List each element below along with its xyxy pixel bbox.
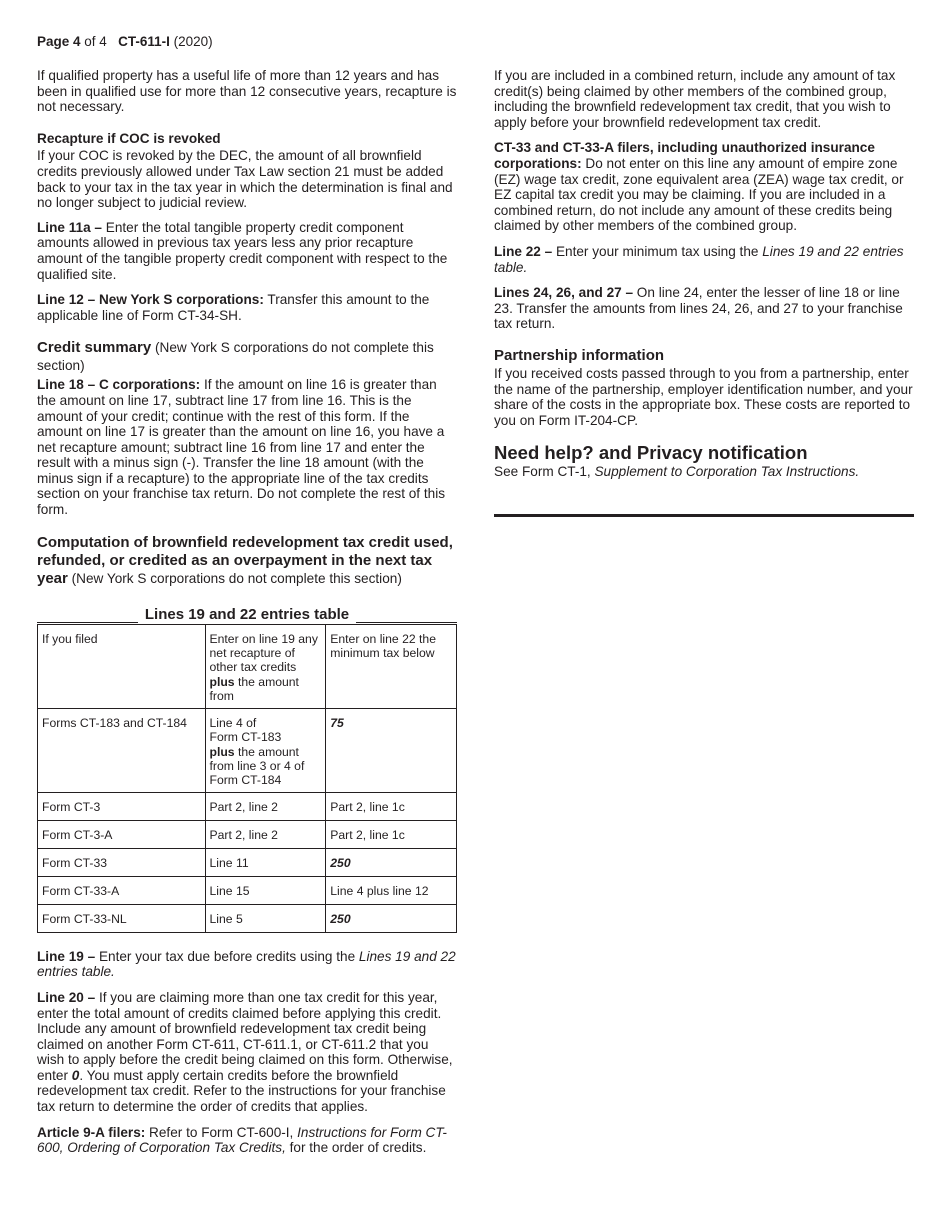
ct33-text: Do not enter on this line any amount of empire zone (EZ) wage tax credit, zone equivalent area (ZEA) wage tax credit, or EZ capital tax credit you may be claiming. If you are included in a combined return, do not include any amount of these credits being claimed by other members of the combined group. xyxy=(494,155,904,234)
line-20-paragraph xyxy=(37,990,457,1115)
help-heading: Need help? and Privacy notification xyxy=(494,442,808,464)
header-line-19-pre: Enter on line 19 any net recapture of other tax credits xyxy=(209,631,318,675)
row-ct3-line19: Part 2, line 2 xyxy=(205,792,326,820)
line-24-label: Lines 24, 26, and 27 – xyxy=(494,285,634,301)
recapture-heading: Recapture if COC is revoked xyxy=(37,130,221,146)
table-row xyxy=(38,708,457,792)
table-row xyxy=(38,876,457,904)
recapture-paragraph: If your COC is revoked by the DEC, the amount of all brownfield credits previously allowed under Tax Law section 21 must be added back to your tax in the tax year in which the determination is final and no longer subject to judicial review. xyxy=(37,148,453,211)
help-supplement-title: Supplement to Corporation Tax Instructions. xyxy=(594,464,860,480)
line-20-label: Line 20 – xyxy=(37,989,96,1005)
useful-life-paragraph: If qualified property has a useful life of more than 12 years and has been in qualified use for more than 12 consecutive years, recapture is not necessary. xyxy=(37,68,457,115)
table-title: Lines 19 and 22 entries table xyxy=(144,605,350,623)
combined-return-paragraph: If you are included in a combined return, include any amount of tax credit(s) being claimed by other members of the combined group, including the brownfield redevelopment tax credit, that you wish to apply before your brownfield redevelopment tax credit. xyxy=(494,68,896,130)
ct33-label: CT-33 and CT-33-A filers, including unauthorized insurance corporations: xyxy=(494,140,875,171)
line-12-label: Line 12 – New York S corporations: xyxy=(37,292,264,308)
line-11a-paragraph xyxy=(37,220,457,282)
line-18-paragraph xyxy=(37,377,457,517)
row-ct33nl-line19: Line 5 xyxy=(205,904,326,932)
help-text: See Form CT-1, xyxy=(494,464,595,480)
ct33-paragraph xyxy=(494,140,914,234)
article-9a-instructions-title: Instructions for Form CT-600, Ordering of Corporation Tax Credits, xyxy=(37,1124,447,1156)
entries-table xyxy=(37,624,457,933)
row-ct3a-filed: Form CT-3-A xyxy=(38,820,206,848)
table-row xyxy=(38,904,457,932)
line-22-label: Line 22 – xyxy=(494,243,553,259)
row-ct3a-line19: Part 2, line 2 xyxy=(205,820,326,848)
line-18-label: Line 18 – C corporations: xyxy=(37,377,201,393)
section-end-rule xyxy=(494,514,914,517)
partnership-heading: Partnership information xyxy=(494,346,665,364)
article-9a-text: Refer to Form CT-600-I, xyxy=(145,1124,298,1140)
row-ct183-line19 xyxy=(205,708,326,792)
line-11a-text: Enter the total tangible property credit component amounts allowed in previous tax years less any prior recapture amount of the tangible property credit component with respect to the qualified site. xyxy=(37,219,448,282)
row-ct183-line22 xyxy=(326,708,457,792)
line-12-paragraph xyxy=(37,292,457,323)
page-header xyxy=(37,34,213,49)
line-19-table-ref: Lines 19 and 22 entries table. xyxy=(37,948,456,980)
line-20-text-a: If you are claiming more than one tax credit for this year, enter the total amount of credits claimed before applying this credit. Include any amount of brownfield redevelopment tax credit being claimed on another Form CT-611, CT-611.1, or CT-611.2 that you wish to apply before the credit being claimed on this form. Otherwise, enter xyxy=(37,989,453,1083)
line-24-paragraph xyxy=(494,285,914,332)
table-row xyxy=(38,792,457,820)
table-row xyxy=(38,820,457,848)
row-ct3a-line22: Part 2, line 1c xyxy=(326,820,457,848)
header-cell-line-22: Enter on line 22 the minimum tax below xyxy=(326,624,457,708)
right-column xyxy=(494,68,914,517)
row-ct33nl-min-tax: 250 xyxy=(330,911,351,926)
partnership-paragraph: If you received costs passed through to you from a partnership, enter the name of the partnership, employer identification number, and your share of the costs in the appropriate box. These costs are reported to you on Form IT-204-CP. xyxy=(494,365,913,428)
help-paragraph xyxy=(494,464,914,480)
header-line-19-post: the amount from xyxy=(209,674,299,704)
header-cell-if-you-filed: If you filed xyxy=(38,624,206,708)
row-ct183-line19-c: the amount from line 3 or 4 of Form CT-184 xyxy=(209,744,305,788)
page-label: Page 4 xyxy=(37,34,81,49)
row-ct33nl-filed: Form CT-33-NL xyxy=(38,904,206,932)
credit-summary-heading: Credit summary xyxy=(37,339,152,357)
row-ct33-line22 xyxy=(326,848,457,876)
row-ct33a-filed: Form CT-33-A xyxy=(38,876,206,904)
row-ct33-line19: Line 11 xyxy=(205,848,326,876)
line-11a-label: Line 11a – xyxy=(37,219,102,235)
row-ct3-line22: Part 2, line 1c xyxy=(326,792,457,820)
line-19-text: Enter your tax due before credits using the xyxy=(95,948,359,964)
row-ct183-min-tax: 75 xyxy=(330,715,344,730)
line-22-text: Enter your minimum tax using the xyxy=(552,243,763,259)
table-row xyxy=(38,848,457,876)
computation-heading-paragraph xyxy=(37,534,457,588)
article-9a-label: Article 9-A filers: xyxy=(37,1124,146,1140)
header-cell-line-19 xyxy=(205,624,326,708)
table-title-rule-right xyxy=(356,621,457,623)
page-of: of 4 xyxy=(84,34,107,49)
row-ct33a-line22: Line 4 plus line 12 xyxy=(326,876,457,904)
computation-note: (New York S corporations do not complete this section) xyxy=(67,570,402,586)
line-12-text: Transfer this amount to the applicable line of Form CT-34-SH. xyxy=(37,292,430,323)
row-ct33a-line19: Line 15 xyxy=(205,876,326,904)
line-22-paragraph xyxy=(494,244,914,275)
table-title-row xyxy=(37,606,457,624)
header-line-19-plus: plus xyxy=(209,674,235,689)
row-ct183-line19-a: Line 4 of xyxy=(209,715,257,730)
line-20-zero: 0 xyxy=(71,1067,80,1083)
row-ct183-line19-plus: plus xyxy=(209,744,235,759)
article-9a-paragraph xyxy=(37,1125,457,1156)
row-ct183-line19-b: Form CT-183 xyxy=(209,730,282,745)
row-ct33-filed: Form CT-33 xyxy=(38,848,206,876)
line-19-label: Line 19 – xyxy=(37,948,96,964)
line-18-text: If the amount on line 16 is greater than the amount on line 17, subtract line 17 from line 16. This is the amount of your credit; continue with the rest of this form. If the amount on line 17 is greater than the amount on line 16, you have a net recapture amount; subtract line 16 from line 17 and enter the result with a minus sign (-). Transfer the line 18 amount (with the minus sign if a recapture) to the appropriate line of the tax credits section on your franchise tax return. Do not complete the rest of this form. xyxy=(37,377,446,518)
article-9a-end: for the order of credits. xyxy=(285,1140,427,1156)
line-20-text-b: . You must apply certain credits before the brownfield redevelopment tax credit. Refer to the instructions for your franchise tax return to determine the order of credits that applies. xyxy=(37,1067,446,1115)
line-24-text: On line 24, enter the lesser of line 18 or line 23. Transfer the amounts from lines 24, 26, and 27 to your franchise tax return. xyxy=(494,285,903,332)
row-ct33-min-tax: 250 xyxy=(330,855,351,870)
form-id: CT-611-I xyxy=(118,34,170,49)
left-column xyxy=(37,68,457,1166)
line-19-paragraph xyxy=(37,949,457,980)
line-22-table-ref: Lines 19 and 22 entries table. xyxy=(494,243,904,275)
form-year: (2020) xyxy=(173,34,213,49)
credit-summary-note: (New York S corporations do not complete this section) xyxy=(37,340,434,374)
row-ct3-filed: Form CT-3 xyxy=(38,792,206,820)
computation-heading: Computation of brownfield redevelopment tax credit used, refunded, or credited as an overpayment in the next tax year xyxy=(37,533,453,587)
row-ct183-filed: Forms CT-183 and CT-184 xyxy=(38,708,206,792)
table-header-row xyxy=(38,624,457,708)
table-title-rule-left xyxy=(37,621,138,623)
row-ct33nl-line22 xyxy=(326,904,457,932)
credit-summary-heading-paragraph xyxy=(37,339,457,374)
